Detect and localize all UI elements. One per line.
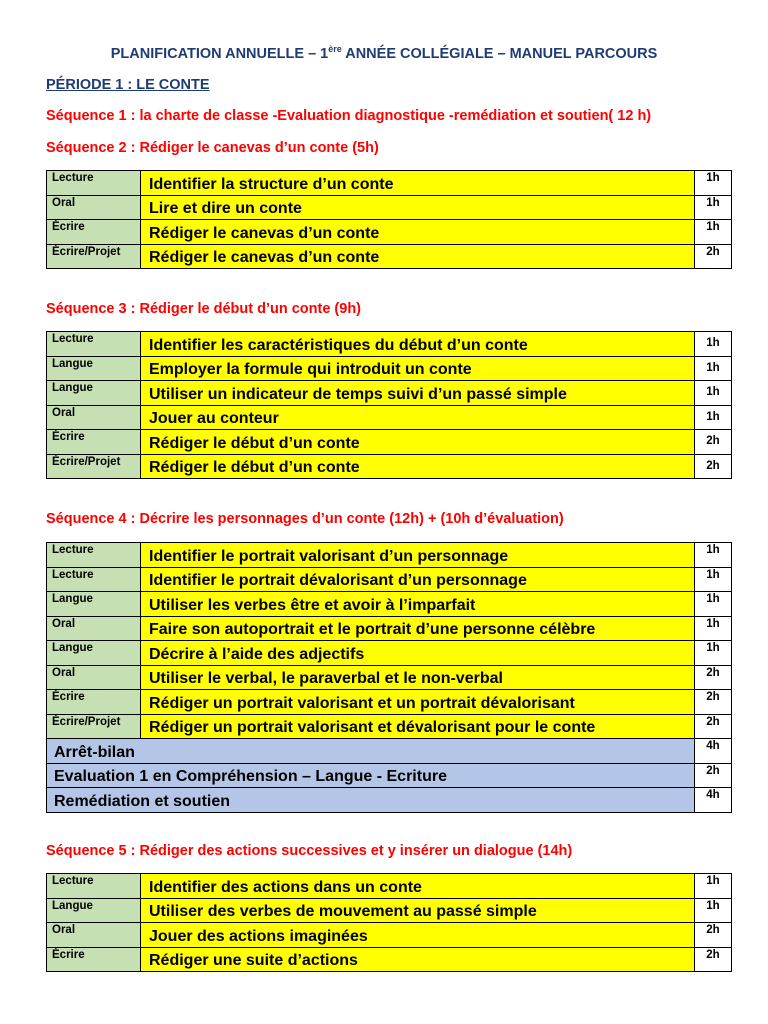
- task-cell: Utiliser des verbes de mouvement au passé simple: [141, 898, 695, 923]
- table-row: [47, 543, 732, 568]
- skill-cell: Oral: [47, 195, 141, 220]
- skill-cell: Lecture: [47, 171, 141, 196]
- task-cell: Identifier des actions dans un conte: [141, 874, 695, 899]
- skill-cell: Langue: [47, 381, 141, 406]
- skill-cell: Lecture: [47, 874, 141, 899]
- duration-cell: 2h: [695, 430, 732, 455]
- skill-cell: Écrire/Projet: [47, 244, 141, 269]
- duration-cell: 1h: [695, 220, 732, 245]
- table-row: [47, 898, 732, 923]
- skill-cell: Écrire: [47, 430, 141, 455]
- skill-cell: Langue: [47, 592, 141, 617]
- skill-cell: Oral: [47, 616, 141, 641]
- duration-cell: 4h: [695, 739, 732, 764]
- task-cell: Rédiger un portrait valorisant et un portrait dévalorisant: [141, 690, 695, 715]
- table-row: [47, 641, 732, 666]
- skill-cell: Langue: [47, 898, 141, 923]
- table-row-summary: [47, 763, 732, 788]
- table-row: [47, 592, 732, 617]
- sequence-4-heading: Séquence 4 : Décrire les personnages d’un conte (12h) + (10h d’évaluation): [46, 511, 564, 527]
- task-cell: Faire son autoportrait et le portrait d’une personne célèbre: [141, 616, 695, 641]
- task-cell: Jouer des actions imaginées: [141, 923, 695, 948]
- table-row: [47, 874, 732, 899]
- table-row: [47, 947, 732, 972]
- sequence-2-heading: Séquence 2 : Rédiger le canevas d’un conte (5h): [46, 140, 379, 156]
- task-cell: Identifier le portrait valorisant d’un personnage: [141, 543, 695, 568]
- duration-cell: 1h: [695, 381, 732, 406]
- skill-cell: Écrire: [47, 220, 141, 245]
- table-row: [47, 381, 732, 406]
- task-cell: Jouer au conteur: [141, 405, 695, 430]
- task-cell: Employer la formule qui introduit un conte: [141, 356, 695, 381]
- task-cell: Identifier les caractéristiques du début d’un conte: [141, 332, 695, 357]
- duration-cell: 1h: [695, 641, 732, 666]
- table-row: [47, 616, 732, 641]
- skill-cell: Langue: [47, 356, 141, 381]
- skill-cell: Lecture: [47, 543, 141, 568]
- table-row: [47, 454, 732, 479]
- task-cell: Rédiger une suite d’actions: [141, 947, 695, 972]
- sequence-5-heading: Séquence 5 : Rédiger des actions successives et y insérer un dialogue (14h): [46, 843, 573, 859]
- duration-cell: 1h: [695, 332, 732, 357]
- table-row-summary: [47, 739, 732, 764]
- summary-cell: Remédiation et soutien: [47, 788, 695, 813]
- table-row: [47, 244, 732, 269]
- summary-cell: Evaluation 1 en Compréhension – Langue - Ecriture: [47, 763, 695, 788]
- sequence-3-heading: Séquence 3 : Rédiger le début d’un conte (9h): [46, 301, 362, 317]
- task-cell: Rédiger le canevas d’un conte: [141, 220, 695, 245]
- skill-cell: Écrire: [47, 690, 141, 715]
- duration-cell: 2h: [695, 665, 732, 690]
- task-cell: Lire et dire un conte: [141, 195, 695, 220]
- task-cell: Rédiger le canevas d’un conte: [141, 244, 695, 269]
- table-row: [47, 923, 732, 948]
- task-cell: Rédiger le début d’un conte: [141, 454, 695, 479]
- table-row: [47, 690, 732, 715]
- duration-cell: 2h: [695, 923, 732, 948]
- task-cell: Identifier la structure d’un conte: [141, 171, 695, 196]
- duration-cell: 1h: [695, 405, 732, 430]
- duration-cell: 2h: [695, 763, 732, 788]
- page-title: [0, 44, 768, 62]
- sequence-1-heading: Séquence 1 : la charte de classe -Evaluation diagnostique -remédiation et soutien( 12 h): [46, 108, 652, 124]
- table-row: [47, 665, 732, 690]
- table-row: [47, 356, 732, 381]
- task-cell: Rédiger un portrait valorisant et dévalorisant pour le conte: [141, 714, 695, 739]
- task-cell: Rédiger le début d’un conte: [141, 430, 695, 455]
- table-row: [47, 405, 732, 430]
- task-cell: Décrire à l’aide des adjectifs: [141, 641, 695, 666]
- duration-cell: 2h: [695, 454, 732, 479]
- skill-cell: Écrire: [47, 947, 141, 972]
- duration-cell: 1h: [695, 543, 732, 568]
- table-row: [47, 220, 732, 245]
- duration-cell: 2h: [695, 244, 732, 269]
- duration-cell: 1h: [695, 616, 732, 641]
- table-row: [47, 195, 732, 220]
- skill-cell: Oral: [47, 665, 141, 690]
- skill-cell: Écrire/Projet: [47, 714, 141, 739]
- skill-cell: Écrire/Projet: [47, 454, 141, 479]
- duration-cell: 1h: [695, 567, 732, 592]
- duration-cell: 2h: [695, 714, 732, 739]
- skill-cell: Lecture: [47, 567, 141, 592]
- duration-cell: 1h: [695, 592, 732, 617]
- duration-cell: 1h: [695, 171, 732, 196]
- summary-cell: Arrêt-bilan: [47, 739, 695, 764]
- title-superscript: ère: [328, 44, 342, 54]
- task-cell: Utiliser un indicateur de temps suivi d’un passé simple: [141, 381, 695, 406]
- duration-cell: 2h: [695, 690, 732, 715]
- duration-cell: 1h: [695, 874, 732, 899]
- periode-heading: PÉRIODE 1 : LE CONTE: [46, 77, 210, 93]
- skill-cell: Oral: [47, 923, 141, 948]
- task-cell: Identifier le portrait dévalorisant d’un personnage: [141, 567, 695, 592]
- duration-cell: 1h: [695, 195, 732, 220]
- table-row: [47, 332, 732, 357]
- sequence-3-table: [46, 331, 732, 479]
- skill-cell: Lecture: [47, 332, 141, 357]
- skill-cell: Langue: [47, 641, 141, 666]
- task-cell: Utiliser les verbes être et avoir à l’imparfait: [141, 592, 695, 617]
- duration-cell: 1h: [695, 356, 732, 381]
- task-cell: Utiliser le verbal, le paraverbal et le non-verbal: [141, 665, 695, 690]
- title-text-end: ANNÉE COLLÉGIALE – MANUEL PARCOURS: [341, 45, 658, 62]
- table-row-summary: [47, 788, 732, 813]
- table-row: [47, 567, 732, 592]
- title-text: PLANIFICATION ANNUELLE – 1: [110, 45, 329, 62]
- table-row: [47, 171, 732, 196]
- skill-cell: Oral: [47, 405, 141, 430]
- sequence-5-table: [46, 873, 732, 972]
- sequence-2-table: [46, 170, 732, 269]
- duration-cell: 4h: [695, 788, 732, 813]
- duration-cell: 2h: [695, 947, 732, 972]
- table-row: [47, 430, 732, 455]
- sequence-4-table: [46, 542, 732, 813]
- duration-cell: 1h: [695, 898, 732, 923]
- table-row: [47, 714, 732, 739]
